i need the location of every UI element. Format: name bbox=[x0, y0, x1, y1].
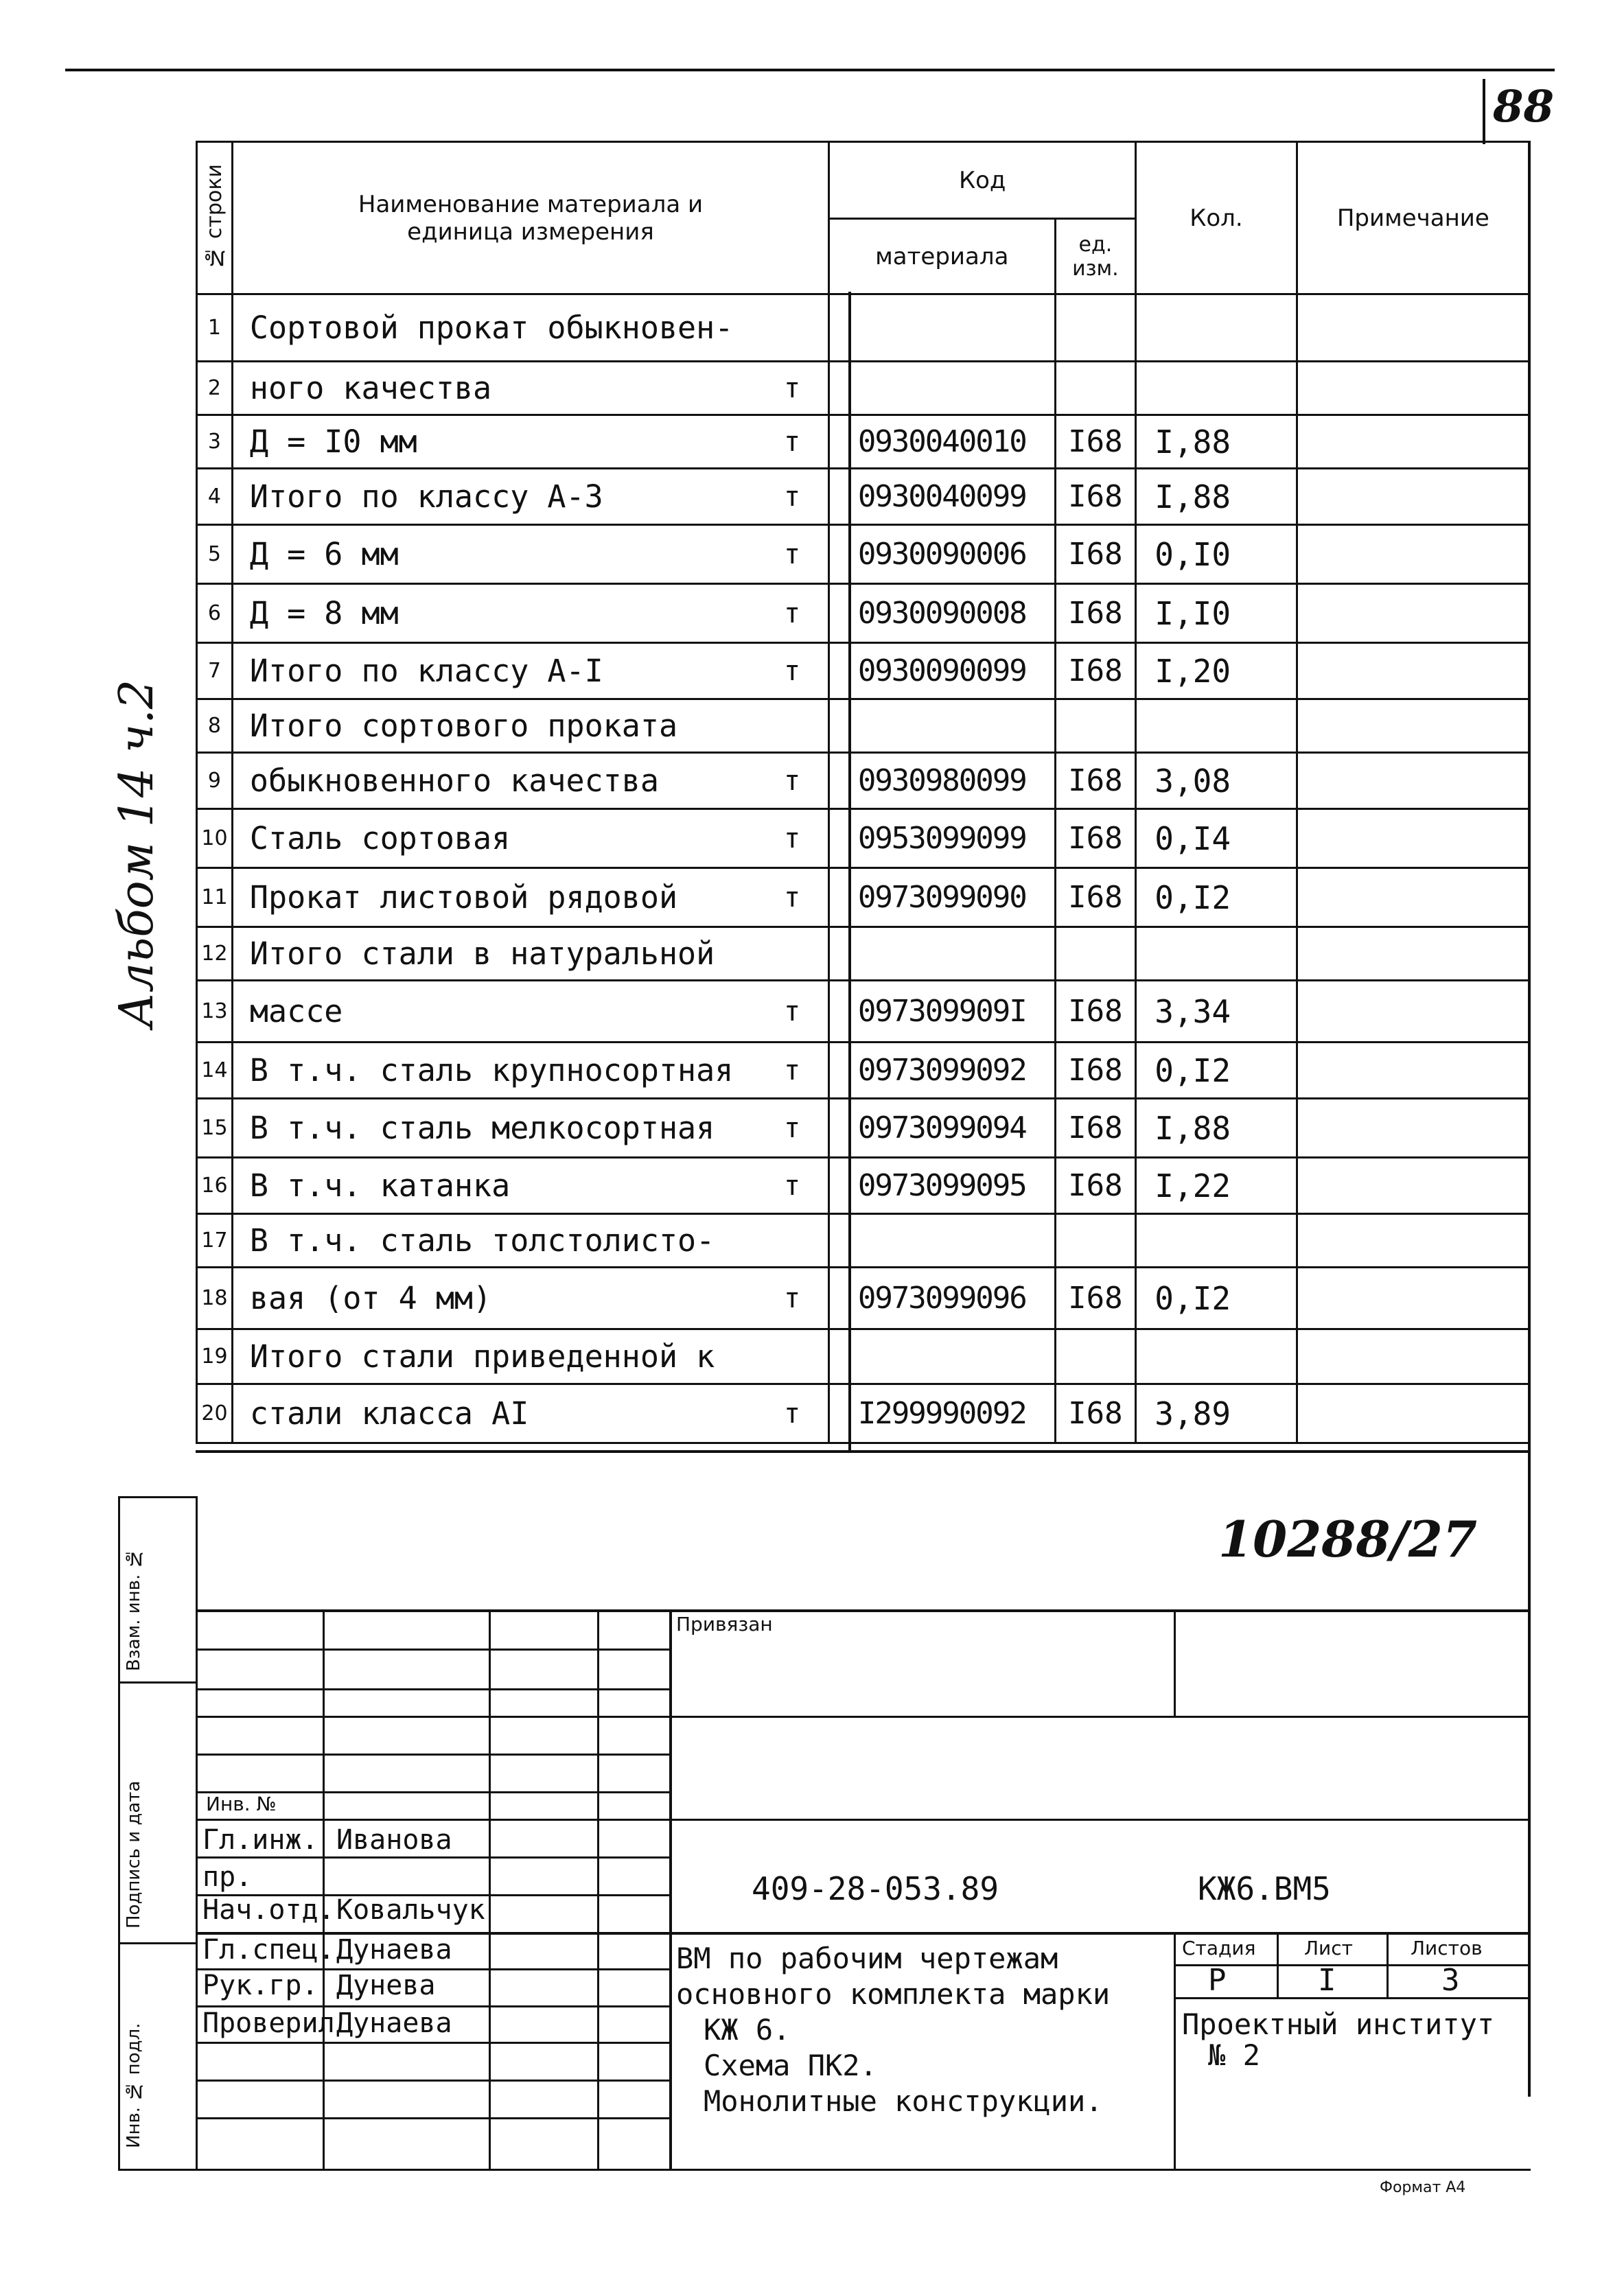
table-row bbox=[197, 1268, 1530, 1329]
material-name: В т.ч. сталь толстолисто- bbox=[249, 1222, 715, 1259]
note-cell bbox=[1297, 584, 1529, 643]
table-row bbox=[197, 584, 1530, 643]
material-name-cell bbox=[232, 294, 828, 362]
material-name: Прокат листовой рядовой bbox=[249, 879, 678, 916]
signature-name: Ковальчук bbox=[336, 1894, 485, 1926]
sheets-label: Листов bbox=[1411, 1937, 1483, 1959]
quantity bbox=[1136, 927, 1297, 981]
tb-top bbox=[196, 1609, 1531, 1612]
material-unit: т bbox=[783, 372, 801, 404]
material-unit: т bbox=[783, 822, 801, 854]
stamp-col-left bbox=[118, 1496, 120, 2169]
material-code bbox=[829, 1214, 1055, 1268]
inv-no-label: Инв. № bbox=[206, 1793, 277, 1815]
quantity: 3,89 bbox=[1136, 1384, 1297, 1443]
material-name: Итого по классу А-I bbox=[249, 653, 603, 689]
tb-stage-h1 bbox=[1174, 1964, 1531, 1966]
material-code: 0973099090 bbox=[829, 868, 1055, 927]
signature-role: Гл.спец. bbox=[202, 1934, 335, 1966]
material-unit: т bbox=[783, 881, 801, 913]
table-row bbox=[197, 927, 1530, 981]
page-number-box-left bbox=[1483, 79, 1485, 144]
material-code: 0930090099 bbox=[829, 643, 1055, 699]
table-row bbox=[197, 809, 1530, 868]
unit-code: I68 bbox=[1055, 469, 1136, 525]
signature-role: Рук.гр. bbox=[202, 1970, 318, 2001]
data-frame-left bbox=[848, 292, 851, 1452]
material-unit: т bbox=[783, 1112, 801, 1144]
row-number: 15 bbox=[197, 1099, 233, 1158]
unit-code bbox=[1055, 294, 1136, 362]
row-number: 10 bbox=[197, 809, 233, 868]
header-qty: Кол. bbox=[1136, 142, 1297, 294]
material-code bbox=[829, 1329, 1055, 1384]
signature-name: Дунаева bbox=[336, 2007, 452, 2039]
note-cell bbox=[1297, 1384, 1529, 1443]
row-number: 17 bbox=[197, 1214, 233, 1268]
material-name: Итого по классу А-3 bbox=[249, 478, 603, 515]
material-name: Д = 8 мм bbox=[249, 595, 399, 631]
stamp-top bbox=[118, 1496, 196, 1498]
note-cell bbox=[1297, 362, 1529, 415]
material-code: 0973099092 bbox=[829, 1043, 1055, 1099]
stamp-col-right bbox=[196, 1496, 198, 2169]
sheets-value: 3 bbox=[1441, 1963, 1460, 1998]
material-code: 0930090006 bbox=[829, 525, 1055, 584]
material-code: 0930980099 bbox=[829, 753, 1055, 809]
material-name: Сталь сортовая bbox=[249, 820, 511, 857]
material-unit: т bbox=[783, 1054, 801, 1086]
header-row-no: № строки bbox=[197, 142, 233, 294]
quantity: 0,I2 bbox=[1136, 1268, 1297, 1329]
quantity: I,88 bbox=[1136, 469, 1297, 525]
material-name-cell bbox=[232, 1329, 828, 1384]
material-name: Сортовой прокат обыкновен- bbox=[249, 310, 734, 346]
material-unit: т bbox=[783, 480, 801, 513]
material-name: Д = I0 мм bbox=[249, 423, 417, 460]
signature-role: пр. bbox=[202, 1861, 253, 1893]
signature-name: Дунева bbox=[336, 1970, 436, 2001]
material-unit: т bbox=[783, 426, 801, 458]
row-number: 8 bbox=[197, 699, 233, 753]
material-name: В т.ч. катанка bbox=[249, 1167, 511, 1204]
table-row bbox=[197, 868, 1530, 927]
note-cell bbox=[1297, 809, 1529, 868]
material-name: Итого сортового проката bbox=[249, 708, 678, 744]
quantity: I,88 bbox=[1136, 415, 1297, 469]
privyazan-label: Привязан bbox=[676, 1613, 773, 1635]
page-number: 88 bbox=[1493, 81, 1555, 132]
row-number: 9 bbox=[197, 753, 233, 809]
signature-name: Иванова bbox=[336, 1824, 452, 1856]
unit-code: I68 bbox=[1055, 584, 1136, 643]
material-name: Д = 6 мм bbox=[249, 536, 399, 572]
quantity bbox=[1136, 699, 1297, 753]
organization-line-1: Проектный институт bbox=[1182, 2007, 1495, 2041]
table-row bbox=[197, 525, 1530, 584]
tb-v-4 bbox=[669, 1609, 672, 2169]
tb-v-1 bbox=[323, 1609, 325, 2169]
row-number: 18 bbox=[197, 1268, 233, 1329]
note-cell bbox=[1297, 753, 1529, 809]
materials-table bbox=[196, 141, 1531, 1444]
material-code bbox=[829, 699, 1055, 753]
tb-stage-h2 bbox=[1174, 1997, 1531, 1999]
row-number: 14 bbox=[197, 1043, 233, 1099]
material-name: обыкновенного качества bbox=[249, 762, 659, 799]
material-unit: т bbox=[783, 538, 801, 570]
doc-description bbox=[676, 1941, 1110, 2119]
row-number: 20 bbox=[197, 1384, 233, 1443]
stamp-inv-podl: Инв. № подл. bbox=[124, 2023, 144, 2148]
material-name: В т.ч. сталь крупносортная bbox=[249, 1052, 734, 1088]
material-name-cell bbox=[232, 469, 828, 525]
row-number: 11 bbox=[197, 868, 233, 927]
material-code: 0973099096 bbox=[829, 1268, 1055, 1329]
doc-mark: КЖ6.ВМ5 bbox=[1198, 1870, 1331, 1907]
material-name-cell bbox=[232, 1158, 828, 1214]
note-cell bbox=[1297, 927, 1529, 981]
stamp-vzam: Взам. инв. № bbox=[124, 1548, 144, 1671]
sheet-value: I bbox=[1318, 1963, 1336, 1998]
table-row bbox=[197, 643, 1530, 699]
material-code bbox=[829, 927, 1055, 981]
material-code: 0953099099 bbox=[829, 809, 1055, 868]
tb-h-3 bbox=[196, 1716, 1531, 1718]
material-unit: т bbox=[783, 1397, 801, 1430]
note-cell bbox=[1297, 1268, 1529, 1329]
note-cell bbox=[1297, 699, 1529, 753]
table-row bbox=[197, 1099, 1530, 1158]
table-row bbox=[197, 1158, 1530, 1214]
material-unit: т bbox=[783, 995, 801, 1027]
unit-code: I68 bbox=[1055, 981, 1136, 1043]
quantity: I,20 bbox=[1136, 643, 1297, 699]
quantity: 0,I2 bbox=[1136, 1043, 1297, 1099]
row-number: 19 bbox=[197, 1329, 233, 1384]
quantity: 3,08 bbox=[1136, 753, 1297, 809]
unit-code: I68 bbox=[1055, 1268, 1136, 1329]
material-name-cell bbox=[232, 753, 828, 809]
material-name-cell bbox=[232, 1099, 828, 1158]
material-name: ного качества bbox=[249, 370, 492, 406]
unit-code bbox=[1055, 1329, 1136, 1384]
note-cell bbox=[1297, 1329, 1529, 1384]
unit-code: I68 bbox=[1055, 525, 1136, 584]
table-row bbox=[197, 1043, 1530, 1099]
signature-role: Проверил bbox=[202, 2007, 335, 2039]
material-code: I299990092 bbox=[829, 1384, 1055, 1443]
header-code-material: материала bbox=[829, 219, 1055, 294]
unit-code bbox=[1055, 362, 1136, 415]
row-number: 13 bbox=[197, 981, 233, 1043]
row-number: 2 bbox=[197, 362, 233, 415]
table-row bbox=[197, 294, 1530, 362]
material-name-cell bbox=[232, 868, 828, 927]
material-code bbox=[829, 294, 1055, 362]
stage-label: Стадия bbox=[1182, 1937, 1256, 1959]
sheet-label: Лист bbox=[1304, 1937, 1353, 1959]
note-cell bbox=[1297, 525, 1529, 584]
quantity bbox=[1136, 362, 1297, 415]
row-number: 3 bbox=[197, 415, 233, 469]
unit-code bbox=[1055, 1214, 1136, 1268]
signature-name: Дунаева bbox=[336, 1934, 452, 1966]
material-name: массе bbox=[249, 993, 343, 1029]
unit-code: I68 bbox=[1055, 1158, 1136, 1214]
header-code-unit: ед. изм. bbox=[1055, 219, 1136, 294]
material-name-cell bbox=[232, 809, 828, 868]
tb-v-3 bbox=[597, 1609, 599, 2169]
material-name-cell bbox=[232, 927, 828, 981]
header-name: Наименование материала и единица измерения bbox=[232, 142, 828, 294]
unit-code: I68 bbox=[1055, 1384, 1136, 1443]
signature-role: Нач.отд. bbox=[202, 1894, 335, 1926]
table-row bbox=[197, 753, 1530, 809]
album-note: Альбом 14 ч.2 bbox=[110, 679, 164, 1028]
table-row bbox=[197, 981, 1530, 1043]
quantity: 3,34 bbox=[1136, 981, 1297, 1043]
material-name: Итого стали в натуральной bbox=[249, 935, 715, 972]
handwritten-number: 10288/27 bbox=[1218, 1510, 1477, 1568]
table-row bbox=[197, 1384, 1530, 1443]
row-number: 7 bbox=[197, 643, 233, 699]
table-row bbox=[197, 699, 1530, 753]
unit-code: I68 bbox=[1055, 415, 1136, 469]
stamp-div-2 bbox=[118, 1942, 196, 1944]
material-unit: т bbox=[783, 1282, 801, 1314]
material-unit: т bbox=[783, 765, 801, 797]
note-cell bbox=[1297, 643, 1529, 699]
note-cell bbox=[1297, 1043, 1529, 1099]
unit-code: I68 bbox=[1055, 868, 1136, 927]
row-number: 4 bbox=[197, 469, 233, 525]
unit-code: I68 bbox=[1055, 1099, 1136, 1158]
quantity bbox=[1136, 1214, 1297, 1268]
tb-stage-v1 bbox=[1277, 1932, 1279, 1997]
quantity: I,88 bbox=[1136, 1099, 1297, 1158]
material-name: стали класса АI bbox=[249, 1395, 529, 1432]
table-row bbox=[197, 1214, 1530, 1268]
unit-code: I68 bbox=[1055, 643, 1136, 699]
note-cell bbox=[1297, 1158, 1529, 1214]
material-name: В т.ч. сталь мелкосортная bbox=[249, 1110, 715, 1146]
material-unit: т bbox=[783, 597, 801, 629]
material-name: Итого стали приведенной к bbox=[249, 1338, 715, 1375]
note-cell bbox=[1297, 868, 1529, 927]
material-code: 0930090008 bbox=[829, 584, 1055, 643]
material-code: 0930040099 bbox=[829, 469, 1055, 525]
row-number: 12 bbox=[197, 927, 233, 981]
header-code: Код bbox=[829, 142, 1136, 219]
format-label: Формат А4 bbox=[1380, 2179, 1466, 2196]
tb-v-5 bbox=[1174, 1609, 1176, 1716]
material-name-cell bbox=[232, 415, 828, 469]
material-unit: т bbox=[783, 655, 801, 687]
material-name-cell bbox=[232, 362, 828, 415]
signature-role: Гл.инж. bbox=[202, 1824, 318, 1856]
stamp-div-1 bbox=[118, 1681, 196, 1684]
material-unit: т bbox=[783, 1169, 801, 1202]
row-number: 6 bbox=[197, 584, 233, 643]
note-cell bbox=[1297, 1099, 1529, 1158]
note-cell bbox=[1297, 415, 1529, 469]
tb-h-6 bbox=[196, 1819, 1531, 1821]
row-number: 5 bbox=[197, 525, 233, 584]
quantity: I,I0 bbox=[1136, 584, 1297, 643]
material-name-cell bbox=[232, 1384, 828, 1443]
description-line: Монолитные конструкции. bbox=[704, 2084, 1103, 2118]
note-cell bbox=[1297, 981, 1529, 1043]
quantity: 0,I4 bbox=[1136, 809, 1297, 868]
description-line: КЖ 6. bbox=[704, 2013, 791, 2047]
stamp-bottom bbox=[118, 2169, 1531, 2171]
row-number: 1 bbox=[197, 294, 233, 362]
quantity: 0,I2 bbox=[1136, 868, 1297, 927]
material-name-cell bbox=[232, 525, 828, 584]
material-name-cell bbox=[232, 643, 828, 699]
material-name-cell bbox=[232, 584, 828, 643]
tb-stage-v2 bbox=[1387, 1932, 1389, 1997]
quantity bbox=[1136, 294, 1297, 362]
doc-number: 409-28-053.89 bbox=[752, 1870, 999, 1907]
unit-code: I68 bbox=[1055, 1043, 1136, 1099]
unit-code: I68 bbox=[1055, 753, 1136, 809]
note-cell bbox=[1297, 294, 1529, 362]
note-cell bbox=[1297, 469, 1529, 525]
material-code bbox=[829, 362, 1055, 415]
unit-code bbox=[1055, 699, 1136, 753]
material-code: 0973099095 bbox=[829, 1158, 1055, 1214]
tb-v-2 bbox=[489, 1609, 491, 2169]
quantity bbox=[1136, 1329, 1297, 1384]
table-row bbox=[197, 415, 1530, 469]
organization-line-2: № 2 bbox=[1208, 2038, 1260, 2072]
material-name-cell bbox=[232, 1268, 828, 1329]
table-row bbox=[197, 469, 1530, 525]
material-code: 0930040010 bbox=[829, 415, 1055, 469]
description-line: Схема ПК2. bbox=[704, 2049, 877, 2082]
material-code: 097309909I bbox=[829, 981, 1055, 1043]
unit-code bbox=[1055, 927, 1136, 981]
top-frame-line bbox=[65, 69, 1555, 71]
tb-v-6 bbox=[1174, 1932, 1176, 2169]
row-number: 16 bbox=[197, 1158, 233, 1214]
material-name-cell bbox=[232, 1214, 828, 1268]
quantity: 0,I0 bbox=[1136, 525, 1297, 584]
unit-code: I68 bbox=[1055, 809, 1136, 868]
material-name-cell bbox=[232, 981, 828, 1043]
stamp-podpis: Подпись и дата bbox=[124, 1780, 144, 1929]
quantity: I,22 bbox=[1136, 1158, 1297, 1214]
material-name-cell bbox=[232, 699, 828, 753]
note-cell bbox=[1297, 1214, 1529, 1268]
material-name: вая (от 4 мм) bbox=[249, 1280, 492, 1316]
material-code: 0973099094 bbox=[829, 1099, 1055, 1158]
description-line: основного комплекта марки bbox=[676, 1977, 1111, 2011]
table-row bbox=[197, 1329, 1530, 1384]
material-name-cell bbox=[232, 1043, 828, 1099]
description-line: ВМ по рабочим чертежам bbox=[676, 1942, 1058, 1975]
stage-value: Р bbox=[1208, 1963, 1227, 1998]
header-note: Примечание bbox=[1297, 142, 1529, 294]
table-row bbox=[197, 362, 1530, 415]
data-frame-bottom bbox=[196, 1450, 1531, 1453]
